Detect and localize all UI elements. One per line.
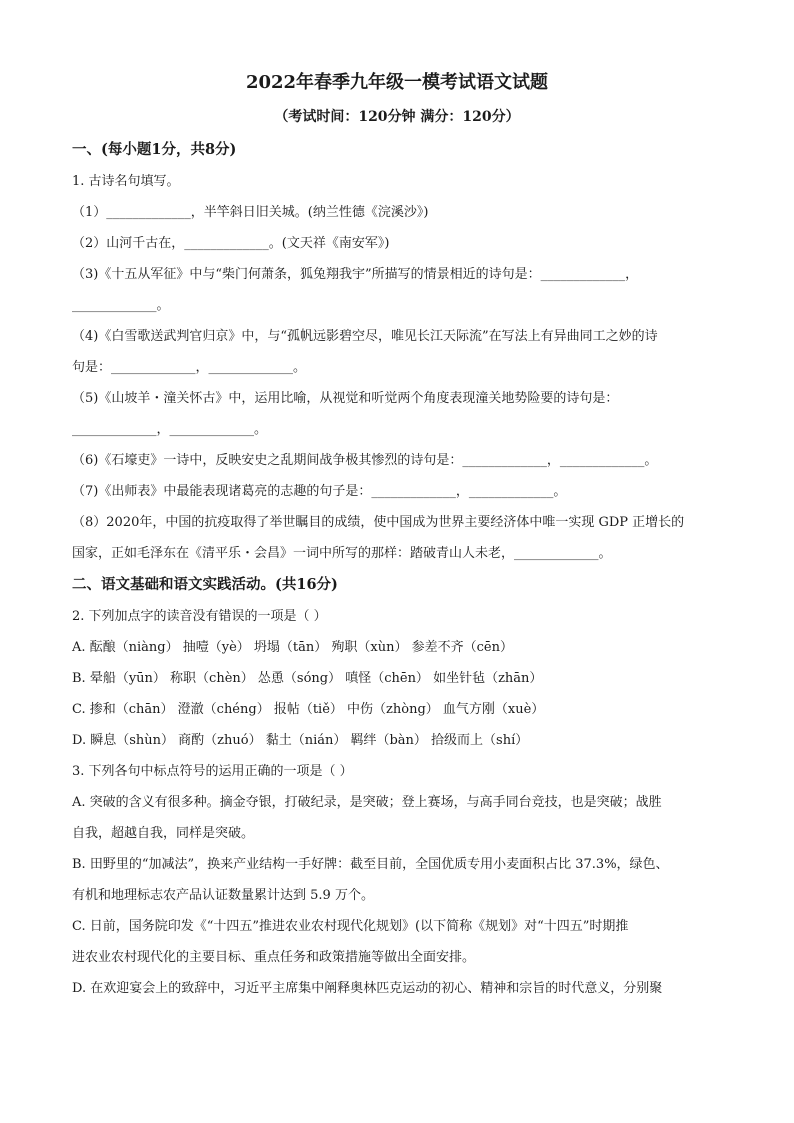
question-1-stem: 1. 古诗名句填写。: [72, 174, 180, 189]
question-3-option-c-cont: 进农业农村现代化的主要目标、重点任务和政策措施等做出全面安排。: [72, 950, 476, 965]
question-1-item-6: （6)《石壕吏》一诗中，反映安史之乱期间战争极其惨烈的诗句是：_____________，_____________。: [72, 453, 658, 468]
question-3-option-d: D. 在欢迎宴会上的致辞中，习近平主席集中阐释奥林匹克运动的初心、精神和宗旨的时代意义，分别聚: [72, 981, 663, 996]
question-1-item-5-cont: _____________，_____________。: [72, 422, 268, 437]
question-1-item-5: （5)《山坡羊・潼关怀古》中，运用比喻，从视觉和听觉两个角度表现潼关地势险要的诗句是：: [72, 391, 619, 406]
question-1-item-4: （4)《白雪歌送武判官归京》中，与“孤帆远影碧空尽，唯见长江天际流”在写法上有异曲同工之妙的诗: [72, 329, 658, 344]
question-2-option-b: B. 晕船（yūn） 称职（chèn） 怂恿（sóng） 嗔怪（chēn） 如坐针毡（zhān）: [72, 671, 543, 686]
exam-info: （考试时间：120分钟 满分：120分）: [274, 109, 520, 125]
question-1-item-1: （1）_____________，半竿斜日旧关城。(纳兰性德《浣溪沙》): [72, 205, 429, 220]
question-2-option-a: A. 酝酿（niàng） 抽噎（yè） 坍塌（tān） 殉职（xùn） 参差不齐（cēn）: [72, 640, 513, 655]
section-heading-1: 一、(每小题1分，共8分): [72, 141, 237, 158]
question-3-option-c: C. 日前，国务院印发《“十四五”推进农业农村现代化规划》(以下简称《规划》对“十四五”时期推: [72, 919, 629, 934]
question-3-option-b-cont: 有机和地理标志农产品认证数量累计达到 5.9 万个。: [72, 888, 374, 903]
question-1-item-2: （2）山河千古在，_____________。(文天祥《南安军》): [72, 236, 390, 251]
question-2-option-d: D. 瞬息（shùn） 商酌（zhuó） 黏土（nián） 羁绊（bàn） 拾级而上（shí）: [72, 733, 529, 748]
question-1-item-4-cont: 句是：_____________，_____________。: [72, 360, 307, 375]
question-3-option-a-cont: 自我，超越自我，同样是突破。: [72, 826, 255, 841]
question-1-item-3-cont: _____________。: [72, 298, 170, 313]
question-3-stem: 3. 下列各句中标点符号的运用正确的一项是（ ）: [72, 764, 353, 779]
question-1-item-3: （3)《十五从军征》中与“柴门何萧条，狐兔翔我宇”所描写的情景相近的诗句是：_____________，: [72, 267, 639, 282]
page-title: 2022年春季九年级一模考试语文试题: [245, 72, 549, 93]
question-1-item-7: （7)《出师表》中最能表现诸葛亮的志趣的句子是：_____________，_____________。: [72, 484, 567, 499]
question-1-item-8: （8）2020年，中国的抗疫取得了举世瞩目的成绩，使中国成为世界主要经济体中唯一实现 GDP 正增长的: [72, 515, 685, 530]
question-3-option-a: A. 突破的含义有很多种。摘金夺银，打破纪录，是突破；登上赛场，与高手同台竞技，也是突破；战胜: [72, 795, 662, 810]
question-3-option-b: B. 田野里的“加减法”，换来产业结构一手好牌：截至目前，全国优质专用小麦面积占比 37.3%，绿色、: [72, 857, 669, 872]
question-2-stem: 2. 下列加点字的读音没有错误的一项是（ ）: [72, 609, 327, 624]
question-2-option-c: C. 掺和（chān） 澄澈（chéng） 报帖（tiě） 中伤（zhòng） 血气方刚（xuè）: [72, 702, 545, 717]
question-1-item-8-cont: 国家，正如毛泽东在《清平乐・会昌》一词中所写的那样：踏破青山人未老，_____________。: [72, 546, 612, 561]
section-heading-2: 二、语文基础和语文实践活动。(共16分): [72, 576, 338, 593]
